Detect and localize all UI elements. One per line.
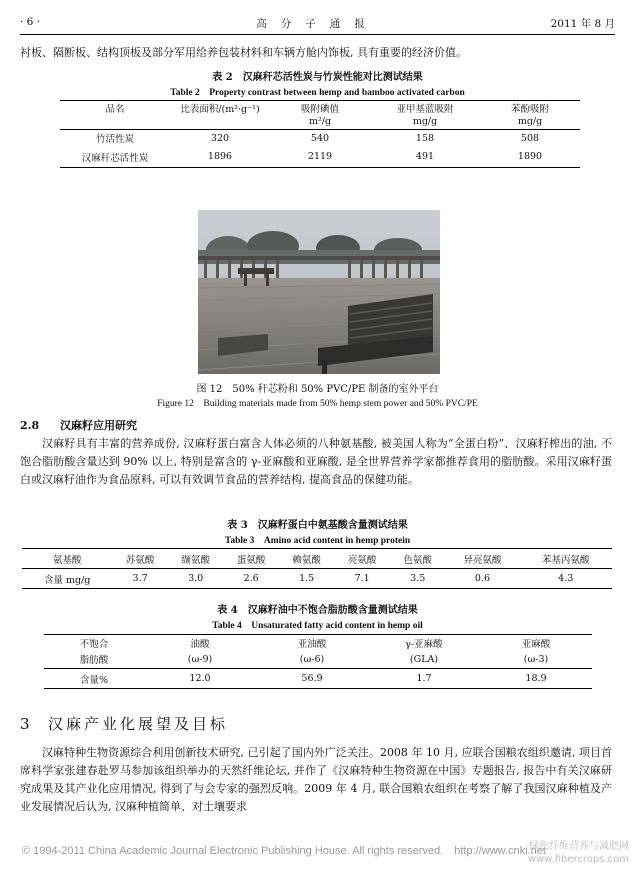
table4-header-cell: γ-亚麻酸 [405,638,443,650]
table4-header-cell: 亚麻酸 [521,638,551,650]
outdoor-deck-photo [198,210,440,374]
table4 [44,634,592,689]
table3-cell: 4.3 [558,573,574,584]
table4-header-cell: 不饱合 [79,638,109,650]
table4-header-cell: 油酸 [190,638,210,650]
table4-cell: 56.9 [301,673,323,684]
table-row [60,129,580,147]
table3-header-cell: 蛋氨酸 [236,554,266,566]
table2-cell: 508 [520,132,540,144]
table2-header-unit: mg/g [412,116,438,128]
table3-cell: 3.5 [410,573,426,584]
table-row [22,569,612,589]
journal-name: 高分子通报 [256,18,379,30]
table2-cell: 1896 [207,151,233,163]
table-row [22,549,612,569]
watermark-line: 绿色纤维营养与减肥网 [529,841,629,852]
table2-header-cell: 品名 [105,104,125,115]
table3-caption-zh: 表 3 汉麻籽蛋白中氨基酸含量测试结果 [227,520,408,531]
issue-date: 2011 年 8 月 [550,18,615,30]
table3-header-cell: 氨基酸 [52,554,82,566]
table2-cell: 汉麻秆芯活性炭 [81,152,149,164]
page-number: · 6 · [20,16,41,28]
deck-illustration [198,210,440,374]
section-2-8-body: 汉麻籽具有丰富的营养成份, 汉麻籽蛋白富含人体必须的八种氨基酸, 被美国人称为“全蛋白粉”、汉麻籽榨出的油, 不饱合脂肪酸含量达到 90% 以上, 特别是富含的 γ-亚麻酸和亚麻酸, 是全世界营养学家都推荐食用的脂肪酸。采用汉麻籽蛋白或汉麻籽油作为食品原料, 可以有效调节食品的营养结构, 提高食品的保健功能。 [20,437,612,486]
table4-header-cell: 脂肪酸 [79,655,109,667]
table3-caption-en: Table 3 Amino acid content in hemp protein [224,536,411,546]
running-header [20,14,615,35]
table3-cell: 3.7 [132,573,148,584]
copyright-footer: © 1994-2011 China Academic Journal Electronic Publishing House. All rights reserved. http://www.cnki.net [22,845,546,857]
table-row [44,669,592,689]
table3-cell: 3.0 [188,573,204,584]
table3 [22,548,612,589]
table2-header-cell: 亚甲基蓝吸附 [396,104,454,115]
watermark [528,840,629,866]
table4-header-sub: (ω-9) [187,653,213,665]
table2-cell: 竹活性炭 [95,134,134,146]
watermark-line: www.fibercrops.com [527,854,629,865]
section-title: 汉麻籽应用研究 [60,419,137,432]
table4-cell: 18.9 [525,673,547,684]
table2-cell: 2119 [307,151,333,163]
table2-cell: 540 [310,132,330,144]
table4-header-sub: (GLA) [409,653,439,665]
table2-cell: 320 [210,132,230,144]
table3-header-cell: 缬氨酸 [181,554,210,566]
table3-cell: 1.5 [299,573,315,584]
table2-header-unit: mg/g [517,116,543,128]
table3-header-cell: 赖氨酸 [292,554,321,566]
section-number: 3 [20,715,33,733]
table3-header-cell: 异亮氨酸 [463,554,502,566]
table2-caption-en: Table 2 Property contrast between hemp and bamboo activated carbon [170,88,465,98]
table3-header-cell: 苏氨酸 [125,554,155,566]
table3-cell: 含量 mg/g [43,574,91,586]
section-3-heading [20,713,228,734]
table4-header-sub: (ω-6) [299,653,325,665]
intro-line: 衬板、隔断板、结构顶板及部分军用给养包装材料和车辆方舱内饰板, 具有重要的经济价值。 [20,46,467,59]
table4-cell: 12.0 [189,673,211,684]
table4-cell: 含量% [79,674,109,686]
table2-caption-zh: 表 2 汉麻秆芯活性炭与竹炭性能对比测试结果 [212,72,423,83]
table2-cell: 491 [415,151,435,163]
table2-header-unit: m²/g [308,116,332,128]
table4-cell: 1.7 [416,673,432,684]
table3-header-cell: 色氨酸 [403,554,432,566]
table2-header-cell: 吸附碘值 [300,104,339,115]
table2 [60,100,580,168]
table4-header-sub: (ω-3) [523,653,549,665]
table4-caption-zh: 表 4 汉麻籽油中不饱合脂肪酸含量测试结果 [217,605,418,616]
section-title: 汉麻产业化展望及目标 [48,715,229,733]
table3-cell: 7.1 [354,573,370,584]
table3-cell: 0.6 [474,573,490,584]
table-row [60,147,580,167]
figure12-caption-zh: 图 12 50% 秆芯粉和 50% PVC/PE 制备的室外平台 [196,384,439,395]
table3-header-cell: 苯基丙氨酸 [541,554,590,566]
table2-header-cell: 比表面积/(m²·g⁻¹) [180,104,260,115]
table2-cell: 158 [415,132,435,144]
table2-cell: 1890 [517,151,543,163]
table3-cell: 2.6 [243,573,259,584]
section-2-8-heading [20,417,137,433]
table3-header-cell: 亮氨酸 [347,554,377,566]
table4-caption-en: Table 4 Unsaturated fatty acid content in hemp oil [212,621,423,631]
figure12-caption-en: Figure 12 Building materials made from 50% hemp stem power and 50% PVC/PE [157,399,478,409]
section-number: 2.8 [20,419,40,432]
section-3-body: 汉麻特种生物资源综合利用创新技术研究, 已引起了国内外广泛关注。2008 年 10 月, 应联合国粮农组织邀请, 项目首席科学家张建春赴罗马参加该组织举办的天然纤维论坛, 并作了《汉麻特种生物资源在中国》专题报告, 报告中有关汉麻研究成果及其产业化应用情况, 得到了与会专家的强烈反响。2009 年 4 月, 联合国粮农组织在考察了解了我国汉麻种植及产业发展情况后认为, 汉麻种植简单、对土壤要求 [20,746,612,813]
table2-header-cell: 苯酚吸附 [510,104,549,115]
table4-header-cell: 亚油酸 [297,638,327,650]
